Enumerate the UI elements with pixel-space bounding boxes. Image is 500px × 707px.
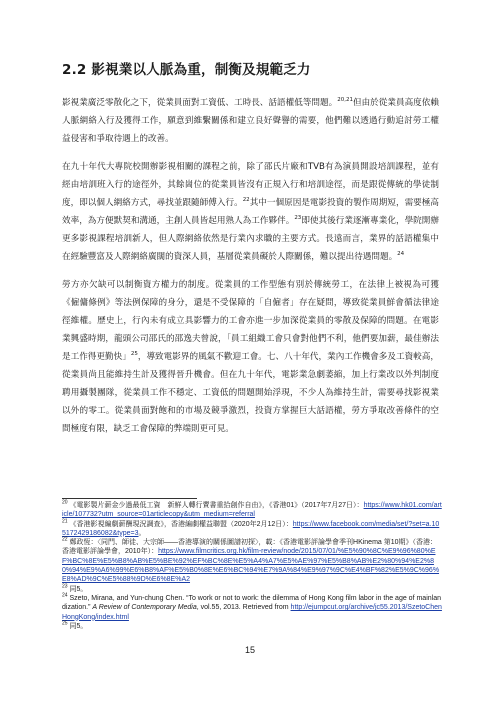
paragraph-text: 勞方亦欠缺可以制衡資方權力的制度。從業員的工作型態有別於傳統勞工，在法律上被視為可獲《僱傭條例》等法例保障的身分，還是不受保障的「自僱者」存在疑問，導致從業員鮮會循法律途徑維權。歷史上，行內未有成立具影響力的工會亦進一步加深從業員的零散及保障的問題。在電影業興盛時期，龍頭公司邵氏的邵逸夫曾說，「員工組織工會只會對他們不利，他們要加薪，最佳辦法是工作得更勤快」	[62, 280, 439, 362]
footnotes	[62, 501, 442, 631]
paragraph	[62, 158, 439, 266]
footnote-ref[interactable]: 20,21	[337, 97, 353, 104]
footnote	[62, 501, 442, 520]
body-text	[62, 94, 439, 448]
footnote-text: 同5。	[69, 585, 88, 593]
paragraph-text: 影視業廣泛零散化之下，從業員面對工資低、工時長、話語權低等問題。	[62, 98, 338, 108]
footnote-ref[interactable]: 24	[397, 251, 405, 258]
footnote-link[interactable]: http://ejumpcut.org/archive/jc55.2013/SzetoChenHongKong/index.html	[62, 604, 442, 621]
footnote	[62, 622, 442, 631]
footnote	[62, 585, 442, 594]
footnote-separator	[62, 498, 197, 499]
footnote-link[interactable]: https://www.hk01.com/article/107732?utm_source=01articlecopy&utm_medium=referral	[62, 502, 442, 519]
footnote-ref[interactable]: 25	[130, 351, 138, 358]
footnote-link[interactable]: https://www.filmcritics.org.hk/film-review/node/2015/07/01/%E5%90%8C%E9%96%80%EF%BC%8E%E5%B8%AB%E5%BE%92%EF%BC%8E%E5%A4%A7%E5%AE%97%E5%B8%AB%E2%80%94%E2%80%94%E9%A6%99%E6%B8%AF%E5%B0%8E%E6%BC%94%E7%9A%84%E9%97%9C%E4%BF%82%E5%9C%96%E8%AD%9C%E5%88%9D%E6%8E%A2	[62, 548, 440, 584]
paragraph	[62, 276, 439, 438]
footnote-number: 21	[62, 518, 68, 525]
footnote-text: , vol.55, 2013. Retrieved from	[196, 604, 291, 612]
paragraph	[62, 94, 439, 148]
paragraph-text: 在九十年代大專院校開辦影視相關的課程之前，除了邵氏片廠和TVB有為演員開設培訓課程，並有經由培訓班入行的途徑外，其餘崗位的從業員皆沒有正規入行和培訓途徑，而是跟從傳統的學徒制度，即以個人網絡方式，尋找並跟隨師傅入行。	[62, 162, 439, 208]
footnote-number: 20	[62, 499, 68, 506]
section-title: 2.2 影視業以人脈為重，制衡及規範乏力	[62, 62, 311, 78]
paragraph-text: ，導致電影界的風氣不歡迎工會。七、八十年代，業內工作機會多及工資較高，從業員尚且能維持生計及獲得晉升機會。但在九十年代，電影業急劇萎縮，加上行業改以外判制度聘用攝製團隊，從業員工作不穩定、工資低的問題開始浮現，不少人為維持生計，需要尋找影視業以外的零工。從業員面對飽和的市場及競爭激烈，投資方掌握巨大話語權，勞方爭取改善條件的空間極度有限，缺乏工會保障的弊端則更可見。	[62, 352, 439, 434]
footnote-text: 《香港影視編劇薪酬現況調查》，香港編劇權益聯盟（2020年2月12日）：	[69, 520, 293, 528]
footnote-number: 23	[62, 583, 68, 590]
footnote-text: Szeto, Mirana, and Yun-chung Chen. “To work or not to work: the dilemma of Hong Kong film labor in the age of mainlandization.”	[62, 594, 441, 612]
footnote-number: 22	[62, 536, 68, 543]
footnote-number: 24	[62, 592, 68, 599]
footnote	[62, 538, 442, 584]
footnote-ref[interactable]: 23	[294, 215, 302, 222]
paragraph-text: 其中一個原因是電影投資的製作周期短，需要極高效率，為方便默契和溝通，主創人員皆起用熟人為工作夥伴。	[62, 198, 439, 226]
footnote-text: 。	[138, 529, 146, 537]
paragraph-text: 但由於從業員高度依賴人脈網絡入行及獲得工作，願意到維繫關係和建立良好聲譽的需要，他們難以透過行動追討勞工權益侵害和爭取待遇上的改善。	[62, 98, 439, 144]
footnote	[62, 520, 442, 539]
footnote-number: 25	[62, 620, 68, 627]
footnote	[62, 594, 442, 622]
footnote-link[interactable]: https://www.facebook.com/media/set/?set=a.105172429186082&type=3	[62, 520, 440, 537]
footnote-journal: A Review of Contemporary Media	[92, 604, 197, 612]
page-number: 15	[244, 645, 255, 655]
footnote-text: 鄭政恆：〈同門、師徒、大宗師——香港導演的關係圖譜初探〉，載：《香港電影評論學會季刊HKinema 第10期》（香港：香港電影評論學會，2010年）：	[62, 539, 438, 556]
paragraph-text: 即使其後行業逐漸專業化，學院開辦更多影視課程培訓新人，但人際網絡依然是行業內求職的主要方式。長遠而言，業界的話語權集中在經驗豐富及人際網絡廣闊的資深人員，基層從業員礙於人際關係，難以提出待遇問題。	[62, 216, 439, 262]
footnote-text: 同5。	[69, 622, 88, 630]
footnote-ref[interactable]: 22	[242, 197, 250, 204]
footnote-text: 《電影製片薪金少過最低工資 新鮮人轉行賣書重拾創作自由》，《香港01》（2017年7月27日）：	[69, 502, 364, 509]
